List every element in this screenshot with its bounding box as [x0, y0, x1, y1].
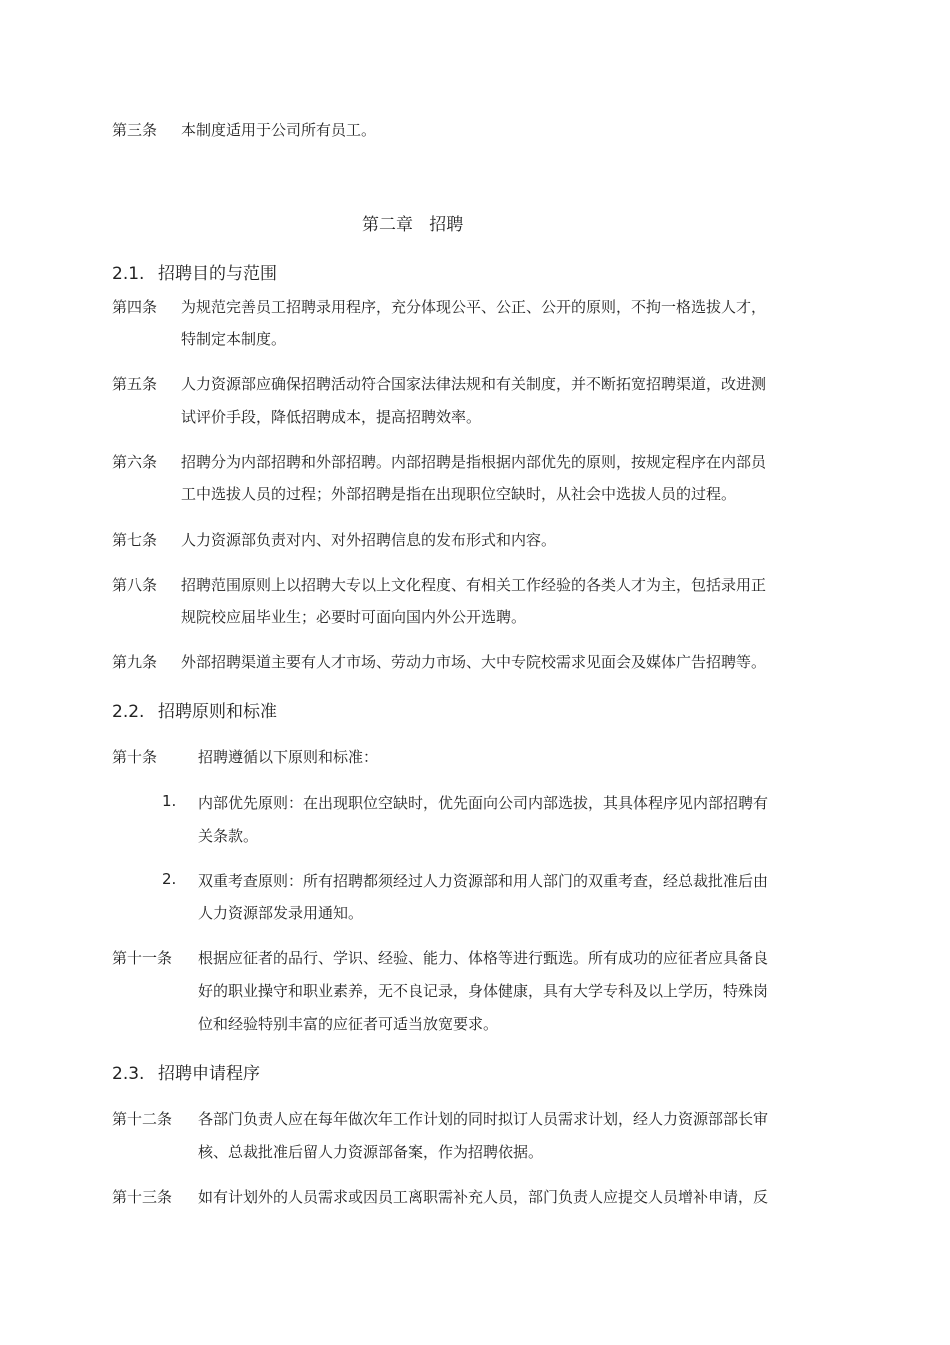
article-label: 第九条: [112, 653, 158, 671]
article-label: 第十二条: [112, 1110, 173, 1128]
article-label: 第七条: [112, 531, 158, 549]
section-number: 2.1.: [112, 264, 145, 284]
article-text-line: 核、总裁批准后留人力资源部备案，作为招聘依据。: [198, 1143, 544, 1161]
article-text-line: 为规范完善员工招聘录用程序，充分体现公平、公正、公开的原则，不拘一格选拔人才，: [181, 298, 767, 316]
article-text-line: 工中选拔人员的过程；外部招聘是指在出现职位空缺时，从社会中选拔人员的过程。: [181, 485, 737, 503]
article-text-line: 人力资源部应确保招聘活动符合国家法律法规和有关制度，并不断拓宽招聘渠道，改进测: [181, 375, 767, 393]
article-label: 第三条: [112, 121, 158, 139]
section-number: 2.3.: [112, 1064, 145, 1084]
article-label: 第四条: [112, 298, 158, 316]
article-text-line: 招聘遵循以下原则和标准：: [198, 748, 379, 766]
list-text-line: 内部优先原则：在出现职位空缺时，优先面向公司内部选拔，其具体程序见内部招聘有: [198, 794, 769, 812]
section-title: 招聘目的与范围: [158, 264, 277, 284]
section-title: 招聘原则和标准: [158, 702, 277, 722]
list-number: 2.: [162, 870, 177, 888]
section-heading: [112, 259, 277, 284]
chapter-title: 第二章 招聘: [362, 215, 464, 235]
section-title: 招聘申请程序: [158, 1064, 260, 1084]
article-text-line: 招聘分为内部招聘和外部招聘。内部招聘是指根据内部优先的原则，按规定程序在内部员: [181, 453, 767, 471]
list-text-line: 关条款。: [198, 827, 259, 845]
article-text-line: 各部门负责人应在每年做次年工作计划的同时拟订人员需求计划，经人力资源部部长审: [198, 1110, 769, 1128]
section-heading: [112, 1059, 260, 1084]
article-label: 第八条: [112, 576, 158, 594]
list-text-line: 人力资源部发录用通知。: [198, 904, 364, 922]
article-text-line: 好的职业操守和职业素养，无不良记录，身体健康，具有大学专科及以上学历，特殊岗: [198, 982, 769, 1000]
article-label: 第十三条: [112, 1188, 173, 1206]
article-text-line: 规院校应届毕业生；必要时可面向国内外公开选聘。: [181, 608, 527, 626]
article-label: 第六条: [112, 453, 158, 471]
list-number: 1.: [162, 792, 177, 810]
article-text-line: 试评价手段，降低招聘成本，提高招聘效率。: [181, 408, 482, 426]
article-text-line: 根据应征者的品行、学识、经验、能力、体格等进行甄选。所有成功的应征者应具备良: [198, 949, 769, 967]
article-text-line: 如有计划外的人员需求或因员工离职需补充人员，部门负责人应提交人员增补申请，反: [198, 1188, 769, 1206]
section-number: 2.2.: [112, 702, 145, 722]
article-label: 第十条: [112, 748, 158, 766]
article-text-line: 位和经验特别丰富的应征者可适当放宽要求。: [198, 1015, 499, 1033]
article-text-line: 招聘范围原则上以招聘大专以上文化程度、有相关工作经验的各类人才为主，包括录用正: [181, 576, 767, 594]
article-text-line: 外部招聘渠道主要有人才市场、劳动力市场、大中专院校需求见面会及媒体广告招聘等。: [181, 653, 767, 671]
article-text-line: 特制定本制度。: [181, 330, 287, 348]
article-text: 本制度适用于公司所有员工。: [181, 121, 377, 139]
article-text-line: 人力资源部负责对内、对外招聘信息的发布形式和内容。: [181, 531, 557, 549]
list-text-line: 双重考查原则：所有招聘都须经过人力资源部和用人部门的双重考查，经总裁批准后由: [198, 872, 769, 890]
article-label: 第五条: [112, 375, 158, 393]
article-label: 第十一条: [112, 949, 173, 967]
section-heading: [112, 697, 277, 722]
